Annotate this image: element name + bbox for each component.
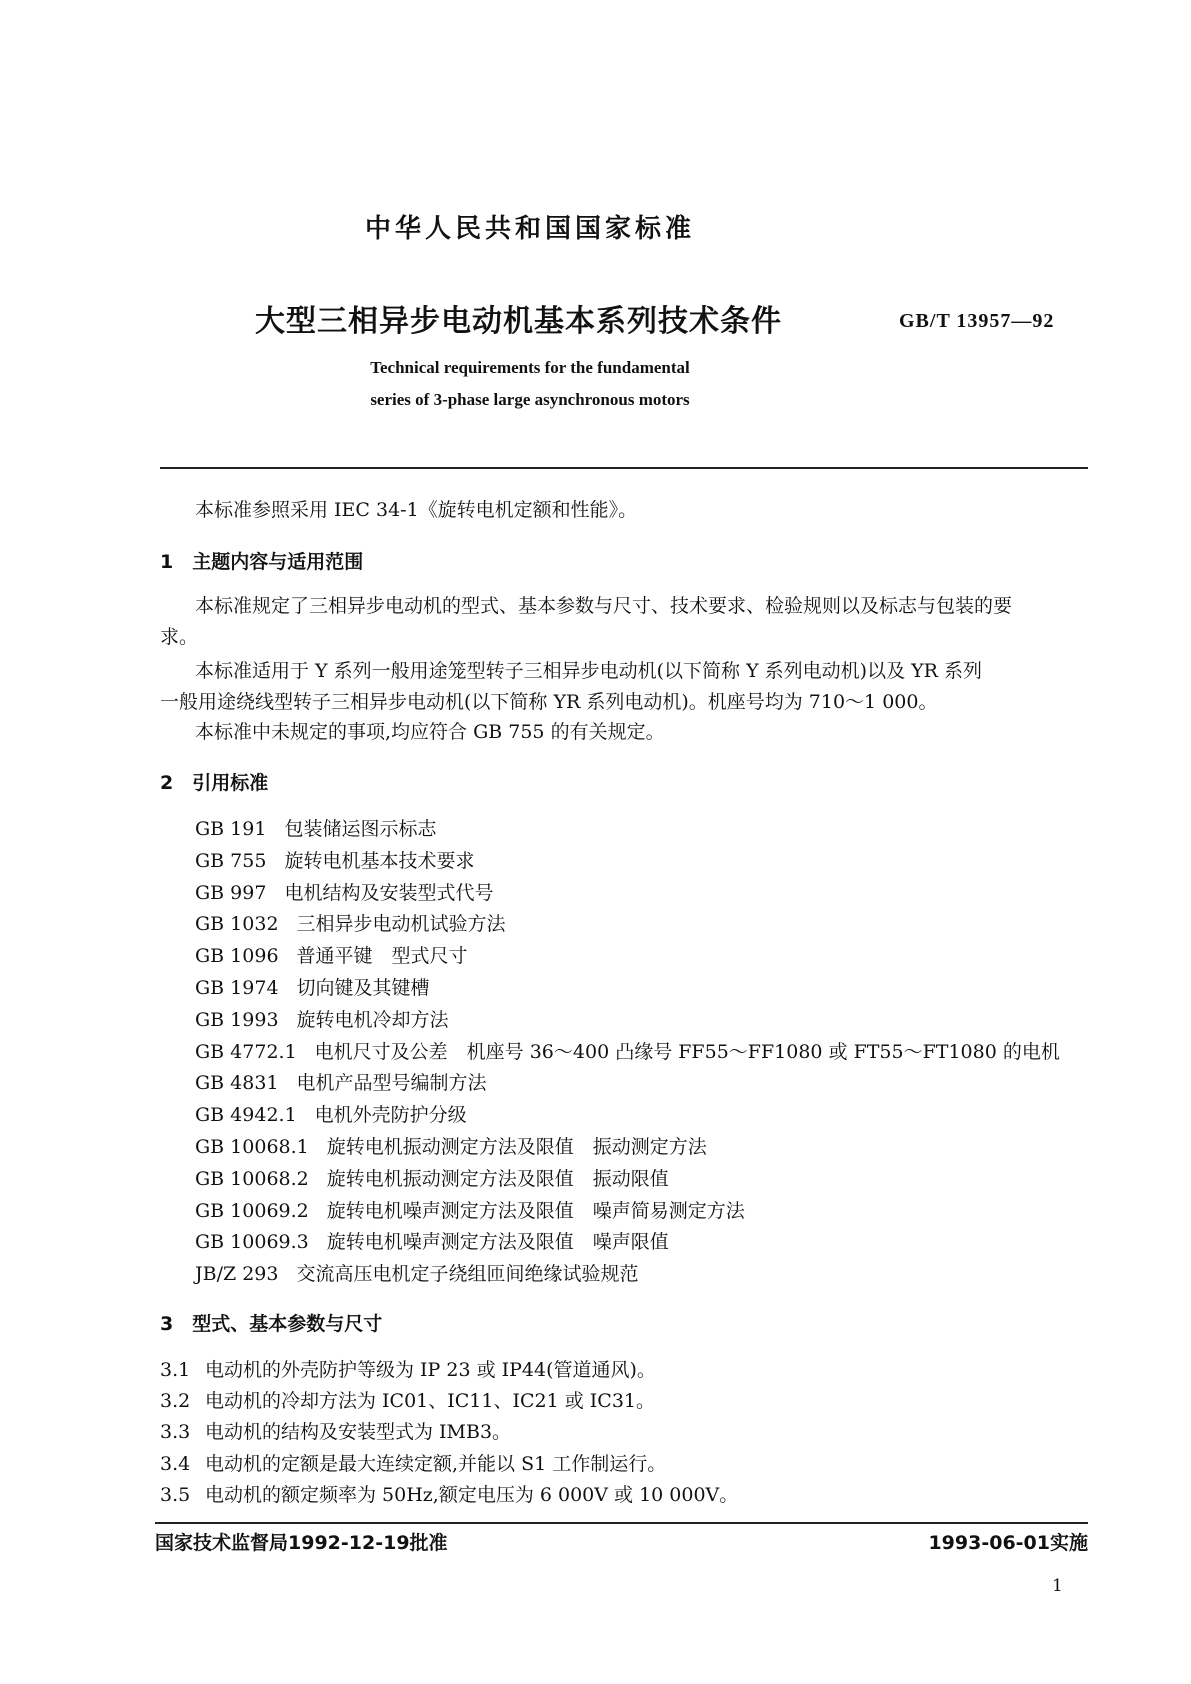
reference-title: 电机外壳防护分级 bbox=[314, 1104, 467, 1127]
reference-title: 旋转电机冷却方法 bbox=[296, 1008, 449, 1031]
reference-item bbox=[195, 817, 436, 841]
effective-date-text: 1993-06-01实施 bbox=[928, 1532, 1088, 1554]
reference-item bbox=[195, 1008, 449, 1032]
header-divider bbox=[160, 467, 1088, 469]
section-3-heading: 3 型式、基本参数与尺寸 bbox=[160, 1313, 383, 1335]
reference-item bbox=[195, 1167, 669, 1191]
reference-item bbox=[195, 1103, 467, 1127]
standard-code: GB/T 13957—92 bbox=[899, 310, 1055, 332]
clause-number: 3.2 bbox=[160, 1390, 191, 1413]
reference-item bbox=[195, 1071, 487, 1095]
reference-item bbox=[195, 881, 493, 905]
clause-text: 电动机的定额是最大连续定额,并能以 S1 工作制运行。 bbox=[205, 1452, 667, 1475]
reference-title: 包装储运图示标志 bbox=[284, 818, 437, 840]
reference-code: GB 1974 bbox=[195, 977, 279, 999]
document-title: 大型三相异步电动机基本系列技术条件 bbox=[255, 304, 782, 339]
footer-divider bbox=[155, 1522, 1088, 1524]
reference-title: 电机产品型号编制方法 bbox=[296, 1072, 487, 1095]
reference-title: 电机结构及安装型式代号 bbox=[284, 881, 494, 904]
reference-code: GB 1993 bbox=[195, 1008, 279, 1031]
clause-number: 3.1 bbox=[160, 1359, 191, 1381]
reference-code: GB 191 bbox=[195, 818, 267, 840]
reference-code: GB 755 bbox=[195, 849, 267, 872]
clause-item bbox=[160, 1420, 511, 1444]
clause-text: 电动机的结构及安装型式为 IMB3。 bbox=[205, 1421, 512, 1444]
reference-title: 旋转电机噪声测定方法及限值 噪声限值 bbox=[326, 1231, 669, 1254]
reference-code: GB 4942.1 bbox=[195, 1104, 297, 1127]
reference-title: 电机尺寸及公差 机座号 36～400 凸缘号 FF55～FF1080 或 FT55～FT1080 的电机 bbox=[314, 1040, 1060, 1063]
reference-code: GB 10069.3 bbox=[195, 1231, 309, 1254]
reference-code: GB 4772.1 bbox=[195, 1040, 297, 1063]
reference-item bbox=[195, 849, 474, 873]
reference-code: JB/Z 293 bbox=[195, 1263, 279, 1286]
clause-item bbox=[160, 1452, 666, 1476]
paragraph: 本标准适用于 Y 系列一般用途笼型转子三相异步电动机(以下简称 Y 系列电动机)以及 YR 系列 bbox=[195, 660, 982, 682]
reference-title: 旋转电机振动测定方法及限值 振动限值 bbox=[326, 1167, 669, 1190]
reference-item bbox=[195, 912, 506, 936]
paragraph: 本标准规定了三相异步电动机的型式、基本参数与尺寸、技术要求、检验规则以及标志与包装的要 bbox=[195, 595, 1013, 617]
reference-title: 旋转电机振动测定方法及限值 振动测定方法 bbox=[326, 1136, 707, 1158]
clause-number: 3.3 bbox=[160, 1421, 191, 1444]
reference-item bbox=[195, 944, 468, 968]
section-1-heading: 1 主题内容与适用范围 bbox=[160, 551, 364, 573]
reference-item bbox=[195, 1040, 1060, 1064]
reference-item bbox=[195, 1262, 639, 1286]
clause-item bbox=[160, 1483, 738, 1507]
reference-title: 交流高压电机定子绕组匝间绝缘试验规范 bbox=[296, 1263, 639, 1286]
clause-item bbox=[160, 1389, 655, 1413]
reference-title: 普通平键 型式尺寸 bbox=[296, 945, 468, 968]
clause-item bbox=[160, 1358, 656, 1382]
reference-title: 旋转电机噪声测定方法及限值 噪声简易测定方法 bbox=[326, 1199, 745, 1222]
english-title-line2: series of 3-phase large asynchronous motors bbox=[370, 390, 690, 409]
reference-title: 三相异步电动机试验方法 bbox=[296, 913, 506, 936]
approval-text: 国家技术监督局1992-12-19批准 bbox=[155, 1532, 448, 1554]
clause-text: 电动机的额定频率为 50Hz,额定电压为 6 000V 或 10 000V。 bbox=[205, 1483, 739, 1506]
clause-number: 3.4 bbox=[160, 1452, 191, 1475]
clause-number: 3.5 bbox=[160, 1483, 191, 1506]
page-number: 1 bbox=[1052, 1576, 1063, 1596]
reference-code: GB 1032 bbox=[195, 913, 279, 936]
reference-code: GB 10068.1 bbox=[195, 1136, 309, 1158]
national-standard-heading: 中华人民共和国国家标准 bbox=[364, 214, 695, 244]
paragraph: 求。 bbox=[160, 626, 199, 648]
reference-code: GB 4831 bbox=[195, 1072, 279, 1095]
section-2-heading: 2 引用标准 bbox=[160, 772, 269, 794]
reference-item bbox=[195, 1135, 707, 1159]
paragraph: 一般用途绕线型转子三相异步电动机(以下简称 YR 系列电动机)。机座号均为 710～1 000。 bbox=[160, 691, 938, 713]
clause-text: 电动机的冷却方法为 IC01、IC11、IC21 或 IC31。 bbox=[205, 1390, 655, 1413]
reference-title: 旋转电机基本技术要求 bbox=[284, 849, 475, 872]
paragraph: 本标准中未规定的事项,均应符合 GB 755 的有关规定。 bbox=[195, 721, 665, 743]
english-title-line1: Technical requirements for the fundamental bbox=[370, 358, 690, 377]
reference-item bbox=[195, 1199, 745, 1223]
reference-item bbox=[195, 976, 430, 1000]
reference-item bbox=[195, 1230, 669, 1254]
reference-code: GB 10069.2 bbox=[195, 1199, 309, 1222]
reference-code: GB 997 bbox=[195, 881, 267, 904]
reference-code: GB 10068.2 bbox=[195, 1167, 309, 1190]
intro-text: 本标准参照采用 IEC 34-1《旋转电机定额和性能》。 bbox=[195, 499, 638, 521]
reference-code: GB 1096 bbox=[195, 945, 279, 968]
clause-text: 电动机的外壳防护等级为 IP 23 或 IP44(管道通风)。 bbox=[205, 1359, 656, 1381]
reference-title: 切向键及其键槽 bbox=[296, 977, 430, 999]
